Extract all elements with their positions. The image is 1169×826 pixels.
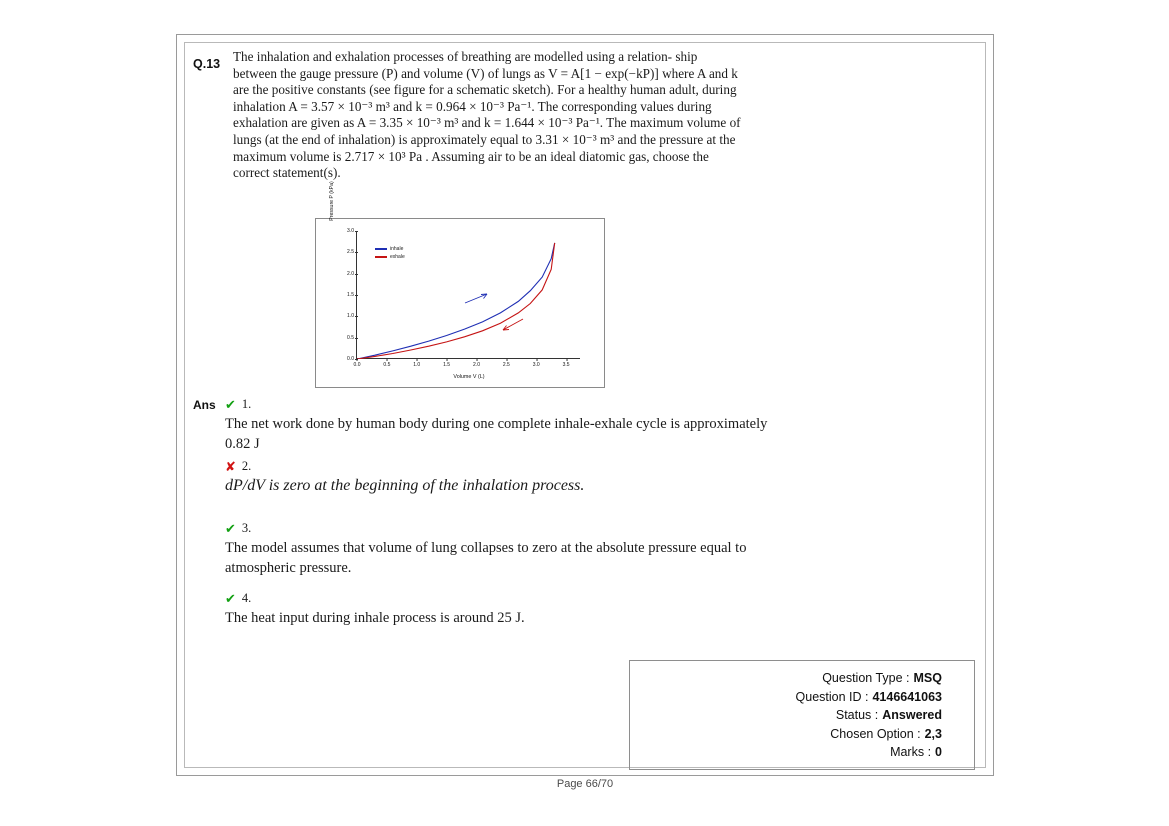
chart-curves [357,231,581,359]
info-key-question-type: Question Type : [822,671,910,685]
page-inner-frame [184,42,986,790]
x-tick-3: 1.5 [443,362,451,368]
answer-option-3[interactable] [225,520,785,578]
info-row-chosen-option [630,725,974,744]
check-icon: ✔ [225,590,236,606]
check-icon: ✔ [225,520,236,536]
info-value-marks: 0 [935,745,942,759]
info-key-status: Status : [835,708,879,722]
question-number: Q.13 [193,57,221,71]
y-tick-6: 3.0 [347,228,354,234]
option-4-text: The heat input during inhale process is around 25 J. [225,610,525,626]
y-tick-2: 1.0 [347,313,354,320]
x-tick-7: 3.5 [562,362,570,368]
answer-label: Ans [193,398,216,412]
question-line-8: is 2.717 × 10³ Pa . Assuming air to be an ideal diatomic gas, choose the correct [233,148,709,181]
option-3-text: The model assumes that volume of lung collapses to zero at the absolute pressure equal to atmospheric pressure. [225,540,747,576]
check-icon: ✔ [225,396,236,412]
info-value-status: Answered [882,708,942,722]
question-line-5: Pa⁻¹. The corresponding values during exhalation are given as A = 3.35 × 10⁻³ m³ [233,98,712,131]
question-text [233,49,743,182]
y-tick-4: 2.0 [347,270,354,277]
info-row-question-id [630,688,974,707]
x-tick-2: 1.0 [413,362,421,368]
question-info-box [629,660,975,770]
question-line-7: is approximately equal to 3.31 × 10⁻³ m³ and the pressure at the maximum volume [233,131,736,164]
x-tick-4: 2.0 [473,362,480,368]
info-key-question-id: Question ID : [795,689,869,704]
legend-label-exhale: exhale [390,254,405,260]
info-key-marks: Marks : [890,745,932,759]
option-4-number: 4. [241,590,252,605]
question-line-4: healthy human adult, during inhalation A = 3.57 × 10⁻³ m³ and k = 0.964 × 10⁻³ [233,82,737,114]
document-page [176,34,994,790]
inhale-curve [357,243,555,359]
chart-plot-area [329,181,580,380]
chart-x-axis-label: Volume V (L) [453,374,485,380]
x-tick-5: 2.5 [502,362,510,368]
option-2-number: 2. [241,458,252,473]
option-1-text: The net work done by human body during one complete inhale-exhale cycle is approximately 0.82 J [225,416,768,452]
answer-option-2[interactable] [225,458,785,496]
option-4-header [225,590,785,606]
x-tick-0: 0.0 [353,362,361,368]
option-1-header [225,396,785,412]
answer-option-1[interactable] [225,396,785,454]
x-tick-6: 3.0 [532,362,540,368]
question-line-9: statement(s). [272,165,341,181]
option-2-header [225,458,785,474]
exhale-curve [357,243,555,359]
y-tick-1: 0.5 [347,334,354,341]
exhale-arrow-annotation [503,319,523,330]
pressure-volume-chart [315,181,605,388]
inhale-arrow-annotation [465,294,487,303]
question-line-3: where A and k are the positive constants (see figure for a schematic sketch). For a [233,65,738,98]
info-row-status [630,706,974,725]
info-key-chosen-option: Chosen Option : [830,726,921,741]
answer-option-4[interactable] [225,590,785,628]
y-tick-3: 1.5 [347,292,354,298]
question-line-2: ship between the gauge pressure (P) and volume (V) of lungs as V = A[1 − exp(−kP)] [233,49,698,81]
y-tick-5: 2.5 [347,249,354,256]
question-line-1: The inhalation and exhalation processes of breathing are modelled using a relation- [233,49,673,64]
legend-label-inhale: inhale [390,246,404,252]
info-value-chosen-option: 2,3 [924,726,942,741]
info-value-question-type: MSQ [913,671,942,685]
chart-y-axis-label: Pressure P (kPa) [329,181,335,221]
option-3-number: 3. [241,520,252,535]
info-row-question-type [630,669,974,688]
page-footer: Page 66/70 [556,778,614,790]
y-tick-0: 0.0 [347,356,354,362]
x-tick-1: 0.5 [383,362,391,368]
question-line-6: and k = 1.644 × 10⁻³ Pa⁻¹. The maximum volume of lungs (at the end of inhalation) [233,115,741,147]
option-2-text: dP/dV is zero at the beginning of the inhalation process. [225,477,585,494]
info-value-question-id: 4146641063 [872,689,942,704]
cross-icon: ✘ [225,458,236,474]
option-3-header [225,520,785,536]
option-1-number: 1. [241,396,252,411]
info-row-marks [630,743,974,762]
